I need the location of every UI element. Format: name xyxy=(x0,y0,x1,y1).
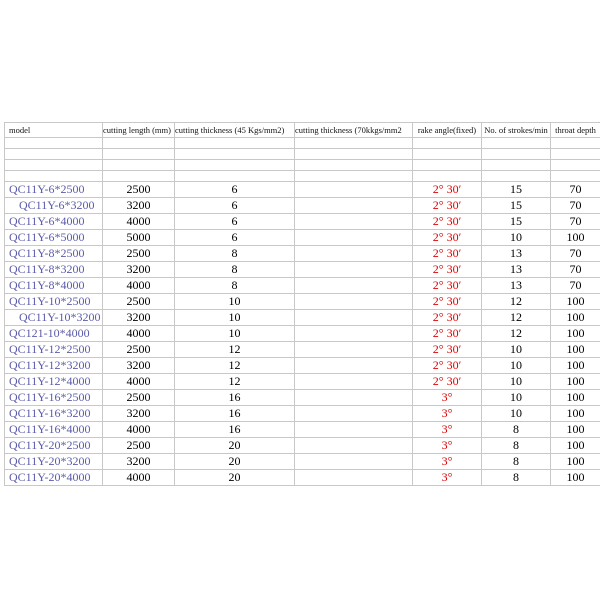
throat-depth-cell: 100 xyxy=(551,438,600,454)
cutting-length-cell: 3200 xyxy=(103,262,175,278)
strokes-cell: 10 xyxy=(482,374,551,390)
thickness-70-cell xyxy=(295,310,413,326)
strokes-cell: 10 xyxy=(482,342,551,358)
cutting-length-cell: 4000 xyxy=(103,278,175,294)
thickness-45-cell: 8 xyxy=(175,262,295,278)
model-cell: QC11Y-8*2500 xyxy=(5,246,103,262)
throat-depth-cell: 70 xyxy=(551,262,600,278)
thickness-45-cell: 6 xyxy=(175,230,295,246)
table-row xyxy=(5,230,600,246)
throat-depth-cell: 70 xyxy=(551,214,600,230)
strokes-cell: 10 xyxy=(482,230,551,246)
thickness-45-cell: 12 xyxy=(175,358,295,374)
throat-depth-cell: 100 xyxy=(551,310,600,326)
thickness-45-cell: 20 xyxy=(175,454,295,470)
thickness-45-cell: 10 xyxy=(175,310,295,326)
strokes-cell: 8 xyxy=(482,470,551,486)
blank-row xyxy=(5,138,600,149)
cutting-length-cell: 2500 xyxy=(103,438,175,454)
throat-depth-cell: 70 xyxy=(551,278,600,294)
blank-row xyxy=(5,171,600,182)
model-cell: QC11Y-20*3200 xyxy=(5,454,103,470)
thickness-70-cell xyxy=(295,326,413,342)
thickness-45-cell: 16 xyxy=(175,390,295,406)
table-row xyxy=(5,438,600,454)
thickness-70-cell xyxy=(295,294,413,310)
table-row xyxy=(5,470,600,486)
cutting-length-cell: 3200 xyxy=(103,358,175,374)
table-row xyxy=(5,390,600,406)
thickness-70-cell xyxy=(295,358,413,374)
strokes-cell: 10 xyxy=(482,358,551,374)
blank-row xyxy=(5,160,600,171)
thickness-45-cell: 8 xyxy=(175,278,295,294)
table-row xyxy=(5,246,600,262)
thickness-70-cell xyxy=(295,230,413,246)
cutting-length-cell: 5000 xyxy=(103,230,175,246)
thickness-70-cell xyxy=(295,390,413,406)
table-row xyxy=(5,262,600,278)
throat-depth-cell: 100 xyxy=(551,470,600,486)
thickness-70-cell xyxy=(295,374,413,390)
cutting-length-cell: 3200 xyxy=(103,406,175,422)
strokes-cell: 13 xyxy=(482,246,551,262)
model-cell: QC11Y-12*2500 xyxy=(5,342,103,358)
rake-angle-cell: 2° 30′ xyxy=(413,358,482,374)
table-row xyxy=(5,198,600,214)
cutting-length-cell: 3200 xyxy=(103,198,175,214)
throat-depth-cell: 100 xyxy=(551,358,600,374)
throat-depth-cell: 100 xyxy=(551,230,600,246)
thickness-70-cell xyxy=(295,246,413,262)
rake-angle-cell: 2° 30′ xyxy=(413,262,482,278)
thickness-45-cell: 12 xyxy=(175,374,295,390)
thickness-70-cell xyxy=(295,454,413,470)
strokes-cell: 10 xyxy=(482,390,551,406)
cutting-length-cell: 2500 xyxy=(103,390,175,406)
rake-angle-cell: 2° 30′ xyxy=(413,246,482,262)
cutting-length-cell: 2500 xyxy=(103,246,175,262)
rake-angle-cell: 2° 30′ xyxy=(413,374,482,390)
table-row xyxy=(5,326,600,342)
table-row xyxy=(5,294,600,310)
table-row xyxy=(5,342,600,358)
model-cell: QC11Y-12*4000 xyxy=(5,374,103,390)
throat-depth-cell: 100 xyxy=(551,294,600,310)
header-throat-depth: throat depth xyxy=(551,123,600,138)
rake-angle-cell: 3° xyxy=(413,406,482,422)
thickness-45-cell: 6 xyxy=(175,198,295,214)
rake-angle-cell: 2° 30′ xyxy=(413,198,482,214)
table-body xyxy=(5,123,600,486)
table-row xyxy=(5,422,600,438)
rake-angle-cell: 2° 30′ xyxy=(413,310,482,326)
strokes-cell: 10 xyxy=(482,406,551,422)
strokes-cell: 13 xyxy=(482,278,551,294)
header-thickness-45: cutting thickness (45 Kgs/mm2) xyxy=(175,123,295,138)
strokes-cell: 12 xyxy=(482,294,551,310)
rake-angle-cell: 3° xyxy=(413,422,482,438)
table-row xyxy=(5,310,600,326)
cutting-length-cell: 3200 xyxy=(103,454,175,470)
spreadsheet xyxy=(4,122,600,486)
cutting-length-cell: 4000 xyxy=(103,214,175,230)
strokes-cell: 12 xyxy=(482,310,551,326)
thickness-45-cell: 16 xyxy=(175,406,295,422)
model-cell: QC11Y-6*5000 xyxy=(5,230,103,246)
blank-row xyxy=(5,149,600,160)
cutting-length-cell: 3200 xyxy=(103,310,175,326)
strokes-cell: 8 xyxy=(482,438,551,454)
header-rake-angle: rake angle(fixed) xyxy=(413,123,482,138)
throat-depth-cell: 100 xyxy=(551,422,600,438)
header-model: model xyxy=(5,123,103,138)
strokes-cell: 15 xyxy=(482,198,551,214)
thickness-45-cell: 16 xyxy=(175,422,295,438)
strokes-cell: 12 xyxy=(482,326,551,342)
rake-angle-cell: 2° 30′ xyxy=(413,342,482,358)
header-thickness-70: cutting thickness (70kkgs/mm2 xyxy=(295,123,413,138)
thickness-45-cell: 12 xyxy=(175,342,295,358)
model-cell: QC11Y-20*4000 xyxy=(5,470,103,486)
thickness-45-cell: 10 xyxy=(175,294,295,310)
thickness-70-cell xyxy=(295,438,413,454)
rake-angle-cell: 3° xyxy=(413,438,482,454)
model-cell: QC11Y-16*3200 xyxy=(5,406,103,422)
throat-depth-cell: 70 xyxy=(551,246,600,262)
rake-angle-cell: 2° 30′ xyxy=(413,326,482,342)
table-row xyxy=(5,454,600,470)
throat-depth-cell: 100 xyxy=(551,326,600,342)
table-row xyxy=(5,214,600,230)
model-cell: QC11Y-6*4000 xyxy=(5,214,103,230)
table-row xyxy=(5,358,600,374)
thickness-45-cell: 6 xyxy=(175,214,295,230)
strokes-cell: 13 xyxy=(482,262,551,278)
shear-spec-table xyxy=(4,122,600,486)
thickness-70-cell xyxy=(295,470,413,486)
rake-angle-cell: 2° 30′ xyxy=(413,230,482,246)
table-row xyxy=(5,406,600,422)
model-cell: QC11Y-16*4000 xyxy=(5,422,103,438)
model-cell: QC11Y-16*2500 xyxy=(5,390,103,406)
header-cutting-length: cutting length (mm) xyxy=(103,123,175,138)
thickness-70-cell xyxy=(295,214,413,230)
thickness-45-cell: 10 xyxy=(175,326,295,342)
throat-depth-cell: 100 xyxy=(551,390,600,406)
header-strokes: No. of strokes/min xyxy=(482,123,551,138)
throat-depth-cell: 100 xyxy=(551,406,600,422)
model-cell: QC11Y-20*2500 xyxy=(5,438,103,454)
cutting-length-cell: 4000 xyxy=(103,326,175,342)
throat-depth-cell: 100 xyxy=(551,374,600,390)
table-row xyxy=(5,278,600,294)
strokes-cell: 8 xyxy=(482,422,551,438)
model-cell: QC11Y-6*3200 xyxy=(5,198,103,214)
thickness-70-cell xyxy=(295,262,413,278)
throat-depth-cell: 70 xyxy=(551,198,600,214)
model-cell: QC11Y-6*2500 xyxy=(5,182,103,198)
cutting-length-cell: 4000 xyxy=(103,374,175,390)
rake-angle-cell: 2° 30′ xyxy=(413,294,482,310)
thickness-45-cell: 6 xyxy=(175,182,295,198)
thickness-45-cell: 20 xyxy=(175,438,295,454)
rake-angle-cell: 2° 30′ xyxy=(413,182,482,198)
rake-angle-cell: 2° 30′ xyxy=(413,214,482,230)
rake-angle-cell: 3° xyxy=(413,454,482,470)
cutting-length-cell: 2500 xyxy=(103,294,175,310)
model-cell: QC11Y-8*4000 xyxy=(5,278,103,294)
thickness-70-cell xyxy=(295,406,413,422)
cutting-length-cell: 4000 xyxy=(103,422,175,438)
thickness-45-cell: 20 xyxy=(175,470,295,486)
rake-angle-cell: 2° 30′ xyxy=(413,278,482,294)
rake-angle-cell: 3° xyxy=(413,390,482,406)
header-row xyxy=(5,123,600,138)
thickness-45-cell: 8 xyxy=(175,246,295,262)
thickness-70-cell xyxy=(295,278,413,294)
table-row xyxy=(5,182,600,198)
model-cell: QC121-10*4000 xyxy=(5,326,103,342)
model-cell: QC11Y-12*3200 xyxy=(5,358,103,374)
throat-depth-cell: 70 xyxy=(551,182,600,198)
strokes-cell: 8 xyxy=(482,454,551,470)
cutting-length-cell: 2500 xyxy=(103,182,175,198)
throat-depth-cell: 100 xyxy=(551,342,600,358)
thickness-70-cell xyxy=(295,422,413,438)
thickness-70-cell xyxy=(295,198,413,214)
strokes-cell: 15 xyxy=(482,182,551,198)
thickness-70-cell xyxy=(295,182,413,198)
thickness-70-cell xyxy=(295,342,413,358)
throat-depth-cell: 100 xyxy=(551,454,600,470)
model-cell: QC11Y-10*2500 xyxy=(5,294,103,310)
cutting-length-cell: 2500 xyxy=(103,342,175,358)
model-cell: QC11Y-10*3200 xyxy=(5,310,103,326)
cutting-length-cell: 4000 xyxy=(103,470,175,486)
model-cell: QC11Y-8*3200 xyxy=(5,262,103,278)
table-row xyxy=(5,374,600,390)
strokes-cell: 15 xyxy=(482,214,551,230)
rake-angle-cell: 3° xyxy=(413,470,482,486)
